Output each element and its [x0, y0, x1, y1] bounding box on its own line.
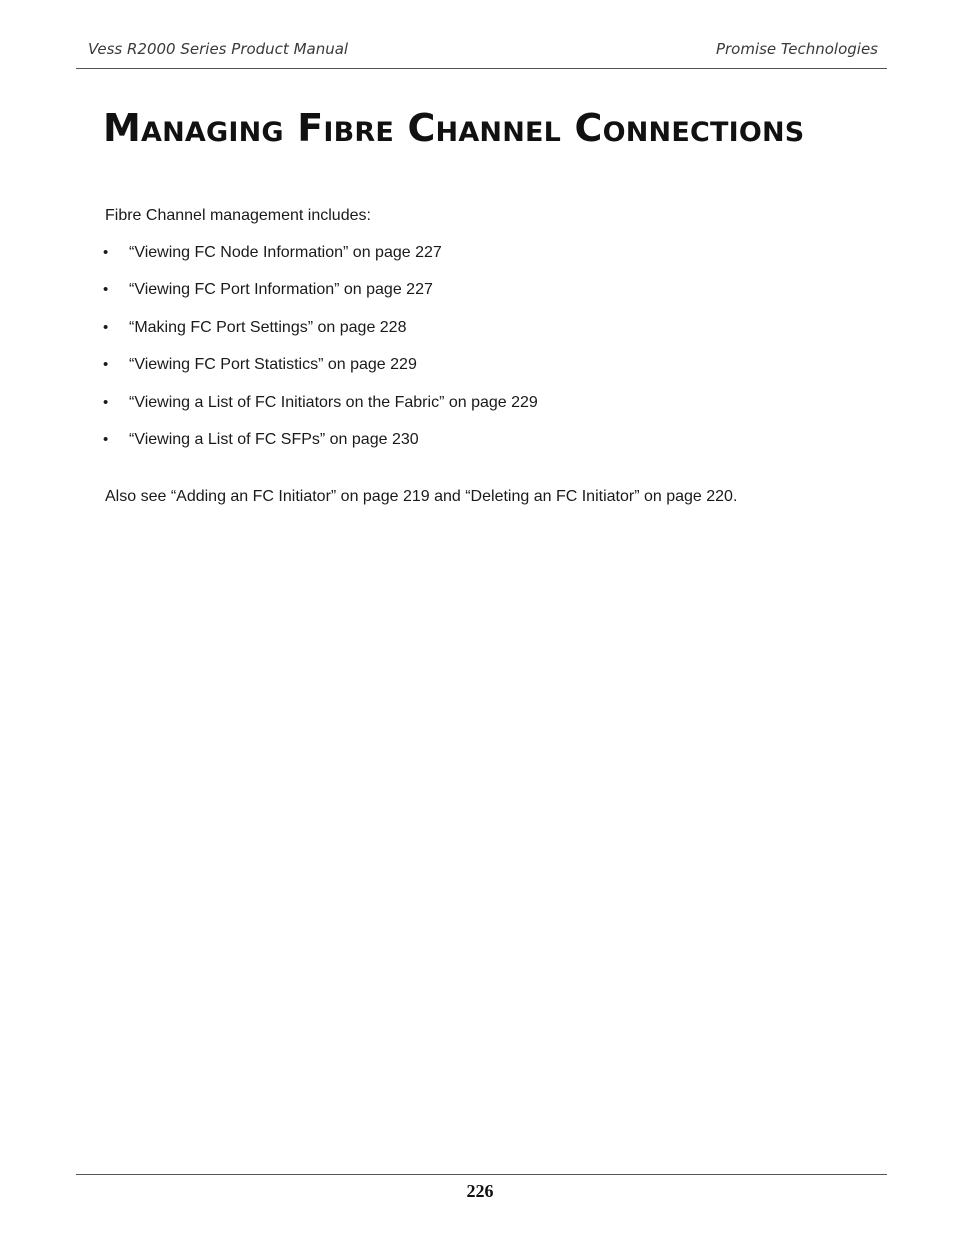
page-number: 226	[466, 1181, 494, 1201]
bullet-icon: •	[103, 318, 109, 336]
bullet-icon: •	[103, 430, 109, 448]
topic-link[interactable]: “Making FC Port Settings” on page 228	[129, 318, 407, 336]
bullet-icon: •	[103, 244, 109, 261]
manual-title: Vess R2000 Series Product Manual	[88, 40, 349, 58]
topic-link[interactable]: “Viewing FC Port Statistics” on page 229	[129, 356, 417, 374]
bullet-icon: •	[103, 393, 109, 411]
topic-link[interactable]: “Viewing a List of FC Initiators on the Fabric” on page 229	[129, 393, 538, 411]
header-divider	[76, 68, 887, 69]
also-see-text: Also see “Adding an FC Initiator” on page 219 and “Deleting an FC Initiator” on page 220.	[105, 488, 738, 505]
running-header	[88, 40, 878, 62]
intro-text: Fibre Channel management includes:	[105, 207, 371, 224]
page-title: Managing Fibre Channel Connections	[103, 106, 805, 150]
bullet-icon: •	[103, 281, 109, 299]
topic-link[interactable]: “Viewing FC Port Information” on page 227	[129, 281, 433, 299]
footer-divider	[76, 1174, 887, 1175]
company-name: Promise Technologies	[715, 40, 878, 58]
bullet-icon: •	[103, 356, 109, 374]
topic-link[interactable]: “Viewing FC Node Information” on page 227	[129, 244, 442, 261]
topic-link[interactable]: “Viewing a List of FC SFPs” on page 230	[129, 430, 419, 448]
